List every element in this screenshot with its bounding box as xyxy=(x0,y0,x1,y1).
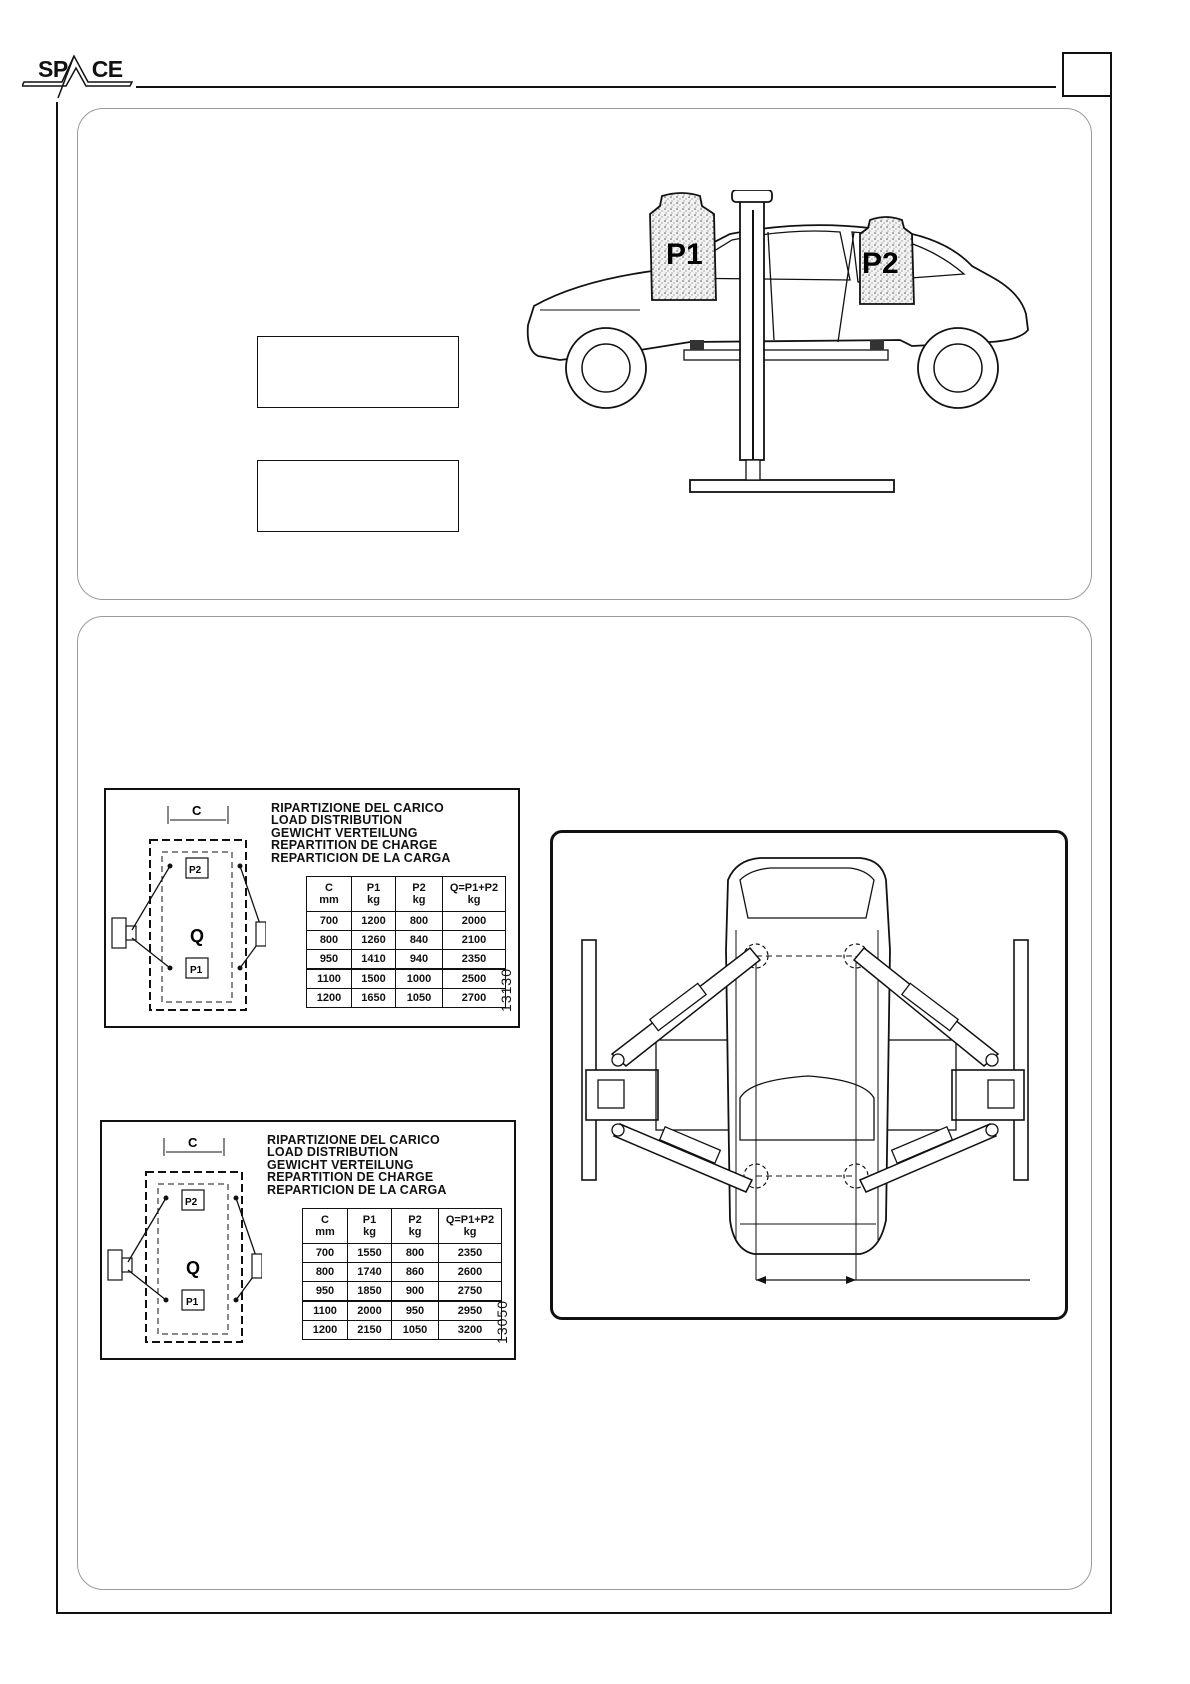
title-line: RIPARTIZIONE DEL CARICO xyxy=(267,1133,440,1147)
cell: 700 xyxy=(307,912,352,931)
title-line: REPARTICION DE LA CARGA xyxy=(271,850,451,865)
cell: 950 xyxy=(307,950,352,970)
table-1-center-q: Q xyxy=(190,926,205,946)
cell: 1100 xyxy=(303,1301,348,1321)
cell: 950 xyxy=(303,1282,348,1302)
header-q: Q=P1+P2 kg xyxy=(443,877,506,912)
table-header-row xyxy=(303,1209,502,1244)
cell: 1000 xyxy=(396,969,443,989)
table-row xyxy=(307,989,506,1008)
lift-diagram-2 xyxy=(102,1122,262,1358)
cell: 2700 xyxy=(443,989,506,1008)
load-table-2 xyxy=(302,1208,502,1340)
title-line: LOAD DISTRIBUTION xyxy=(267,1145,399,1160)
table-row xyxy=(303,1321,502,1340)
cell: 800 xyxy=(307,931,352,950)
title-line: REPARTITION DE CHARGE xyxy=(271,838,438,853)
cell: 860 xyxy=(392,1263,439,1282)
car-on-lift-illustration xyxy=(520,190,1080,510)
title-line: RIPARTIZIONE DEL CARICO xyxy=(271,801,444,815)
cell: 1650 xyxy=(352,989,396,1008)
cell: 2000 xyxy=(348,1301,392,1321)
cell: 2150 xyxy=(348,1321,392,1340)
text-box-1 xyxy=(257,336,459,408)
title-line: REPARTICION DE LA CARGA xyxy=(267,1182,447,1197)
cell: 1500 xyxy=(352,969,396,989)
page-frame-right xyxy=(1110,97,1112,1614)
load-distribution-card-2 xyxy=(100,1120,516,1360)
lift-plan-view-illustration xyxy=(560,840,1060,1310)
cell: 3200 xyxy=(439,1321,502,1340)
cell: 1200 xyxy=(307,989,352,1008)
table-row xyxy=(307,931,506,950)
cell: 1100 xyxy=(307,969,352,989)
cell: 840 xyxy=(396,931,443,950)
table-row xyxy=(307,912,506,931)
table-row xyxy=(303,1282,502,1302)
table-row xyxy=(303,1244,502,1263)
table-2-title xyxy=(267,1134,447,1196)
cell: 1550 xyxy=(348,1244,392,1263)
load-distribution-card-1 xyxy=(104,788,520,1028)
table-2-weight-p1: P1 xyxy=(186,1297,199,1308)
page-frame-bottom xyxy=(56,1612,1112,1614)
table-1-weight-p2: P2 xyxy=(189,865,202,876)
title-line: REPARTITION DE CHARGE xyxy=(267,1170,434,1185)
brand-logo-text: SP CE xyxy=(38,56,123,82)
text-box-2 xyxy=(257,460,459,532)
cell: 1200 xyxy=(352,912,396,931)
cell: 950 xyxy=(392,1301,439,1321)
table-1-weight-p1: P1 xyxy=(190,965,203,976)
header-p2: P2 kg xyxy=(396,877,443,912)
cell: 1260 xyxy=(352,931,396,950)
cell: 2350 xyxy=(443,950,506,970)
table-row xyxy=(307,969,506,989)
cell: 800 xyxy=(396,912,443,931)
table-row xyxy=(303,1301,502,1321)
table-row xyxy=(307,950,506,970)
dimension-label-c: C xyxy=(192,803,202,818)
cell: 1050 xyxy=(392,1321,439,1340)
weight-label-p2: P2 xyxy=(862,247,899,280)
header-c: C mm xyxy=(307,877,352,912)
table-1-title xyxy=(271,802,451,864)
cell: 2750 xyxy=(439,1282,502,1302)
title-line: GEWICHT VERTEILUNG xyxy=(271,825,418,840)
cell: 2350 xyxy=(439,1244,502,1263)
header-q: Q=P1+P2 kg xyxy=(439,1209,502,1244)
table-2-weight-p2: P2 xyxy=(185,1197,198,1208)
lift-diagram-1 xyxy=(106,790,266,1026)
cell: 2100 xyxy=(443,931,506,950)
page-number-box xyxy=(1062,52,1112,97)
cell: 2600 xyxy=(439,1263,502,1282)
table-header-row xyxy=(307,877,506,912)
cell: 1200 xyxy=(303,1321,348,1340)
cell: 1410 xyxy=(352,950,396,970)
table-2-code: 13050 xyxy=(494,1300,510,1344)
header-rule xyxy=(136,86,1056,88)
table-row xyxy=(303,1263,502,1282)
weight-label-p1: P1 xyxy=(666,238,703,271)
cell: 2950 xyxy=(439,1301,502,1321)
title-line: GEWICHT VERTEILUNG xyxy=(267,1157,414,1172)
table-2-center-q: Q xyxy=(186,1258,201,1278)
cell: 800 xyxy=(392,1244,439,1263)
load-table-1 xyxy=(306,876,506,1008)
cell: 2500 xyxy=(443,969,506,989)
cell: 1740 xyxy=(348,1263,392,1282)
cell: 940 xyxy=(396,950,443,970)
cell: 1050 xyxy=(396,989,443,1008)
header-c: C mm xyxy=(303,1209,348,1244)
dimension-label-c: C xyxy=(188,1135,198,1150)
cell: 800 xyxy=(303,1263,348,1282)
cell: 700 xyxy=(303,1244,348,1263)
table-1-code: 13130 xyxy=(498,968,514,1012)
title-line: LOAD DISTRIBUTION xyxy=(271,813,403,828)
header-p1: P1 kg xyxy=(348,1209,392,1244)
header-p2: P2 kg xyxy=(392,1209,439,1244)
cell: 2000 xyxy=(443,912,506,931)
cell: 1850 xyxy=(348,1282,392,1302)
page-frame-left xyxy=(56,102,58,1614)
header-p1: P1 kg xyxy=(352,877,396,912)
cell: 900 xyxy=(392,1282,439,1302)
